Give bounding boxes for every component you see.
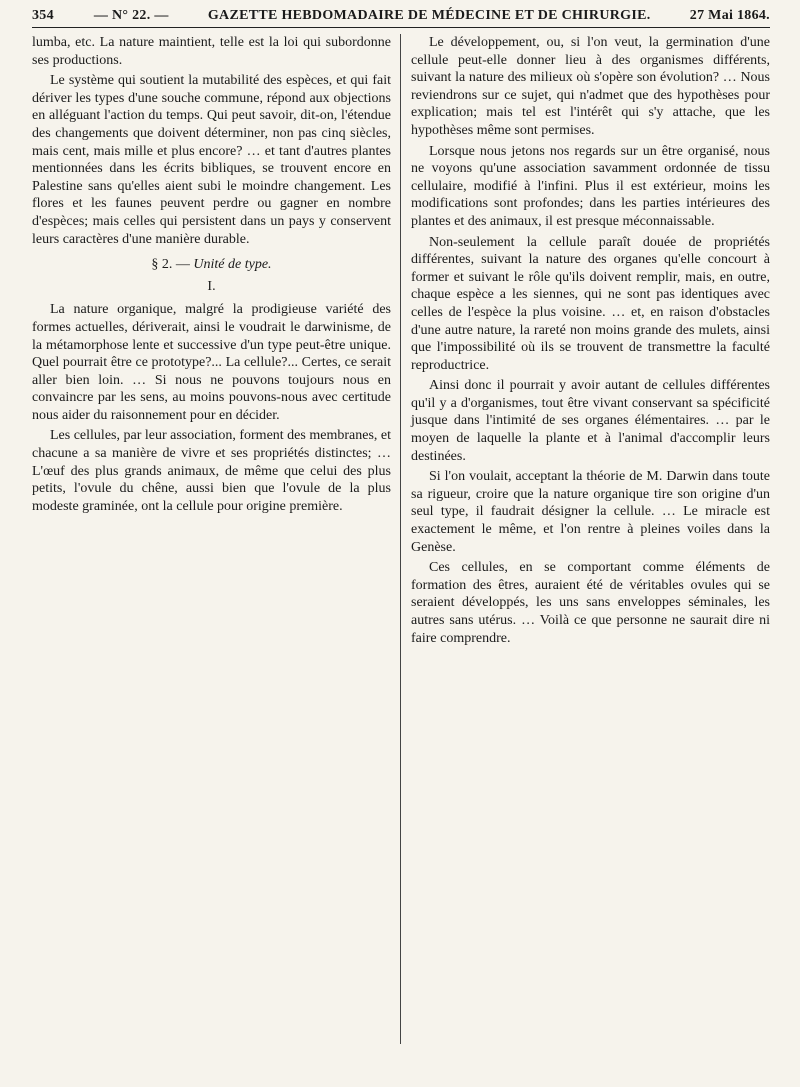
left-column <box>32 34 401 1044</box>
section-title: Unité de type. <box>193 257 272 273</box>
section-number: § 2. — <box>151 257 190 273</box>
section-heading <box>32 256 391 274</box>
paragraph: Ainsi donc il pourrait y avoir autant de cellules différentes qu'il y a d'organismes, tout être vivant conservant sa spécificité jusque dans l'intimité de ses organes élémentaires. … par le moyen de laquelle la plante et à l'animal d'accomplir leurs destinées. <box>411 378 770 464</box>
issue-date: 27 Mai 1864. <box>689 8 770 23</box>
running-header <box>32 8 770 28</box>
paragraph: Ces cellules, en se comportant comme éléments de formation des êtres, auraient été de véritables ovules qui se seraient développés, les uns sans enveloppes séminales, les autres sans utérus. … Voilà ce que personne ne saurait dire ni faire comprendre. <box>411 560 770 646</box>
paragraph: Si l'on voulait, acceptant la théorie de M. Darwin dans toute sa rigueur, croire que la nature organique tire son origine d'un seul type, il faudrait désigner la cellule. … Le miracle est exactement le même, et l'on rentre à pleines voiles dans la Genèse. <box>411 469 770 555</box>
paragraph: lumba, etc. La nature maintient, telle est la loi qui subordonne ses productions. <box>32 35 391 68</box>
subsection-numeral: I. <box>207 278 216 294</box>
right-column <box>401 34 770 1044</box>
issue-number: — N° 22. — <box>93 8 169 23</box>
journal-title: GAZETTE HEBDOMADAIRE DE MÉDECINE ET DE CHIRURGIE. <box>207 8 651 23</box>
paragraph: Non-seulement la cellule paraît douée de propriétés différentes, suivant la nature des organes qu'elle concourt à former et suivant le rôle qu'ils doivent remplir, mais, en outre, chaque espèce a les siennes, qui ne sont pas identiques avec celles de l'espèce la plus voisine. … et, en raison d'obstacles d'une autre nature, la rareté non moins grande des mulets, ainsi que l'impossibilité où ils se trouvent de transmettre la faculté reproductrice. <box>411 234 770 373</box>
two-column-body <box>32 34 770 1044</box>
paragraph: Les cellules, par leur association, forment des membranes, et chacune a sa manière de vivre et ses propriétés distinctes; … L'œuf des plus grands animaux, de même que celui des plus petits, l'ovule du chêne, aussi bien que l'ovule de la plus modeste graminée, ont la cellule pour origine première. <box>32 428 391 514</box>
paragraph: La nature organique, malgré la prodigieuse variété des formes actuelles, dériverait, ainsi le voudrait le darwinisme, de la métamorphose lente et successive d'un type peut-être unique. Quel pourrait être ce prototype?... La cellule?... Certes, ce serait aller bien loin. … Si nous ne pouvons toujours nous en convaincre par les sens, au moins pouvons-nous avec certitude nous aider du raisonnement pour en décider. <box>32 302 391 423</box>
page-number: 354 <box>32 8 54 23</box>
paragraph: Le système qui soutient la mutabilité des espèces, et qui fait dériver les types d'une souche commune, répond aux objections en alléguant l'action du temps. Qui peut savoir, dit-on, l'étendue des changements que doivent déterminer, non pas cinq siècles, mais cent, mais mille et plus encore? … et tant d'autres plantes mentionnées dans les écrits bibliques, se trouvent encore en Palestine sans qu'elles aient subi le moindre changement. Les flores et les faunes peuvent perdre ou gagner en nombre d'espèces; mais celles qui persistent dans un pays y conservent leurs caractères d'une manière durable. <box>32 73 391 247</box>
paragraph: Le développement, ou, si l'on veut, la germination d'une cellule peut-elle donner lieu à des organismes différents, suivant la nature des milieux où s'opère son évolution? … Nous reviendrons sur ce sujet, qui n'admet que des hypothèses pour explication; mais tel est l'intérêt qui s'y attache, que les hypothèses même sont permises. <box>411 35 770 138</box>
paragraph: Lorsque nous jetons nos regards sur un être organisé, nous ne voyons qu'une association savamment ordonnée de tissu cellulaire, modifié à l'infini. Plus il est extérieur, moins les modifications sont profondes; dans les parties intérieures des plantes et des animaux, il est presque méconnaissable. <box>411 143 770 229</box>
